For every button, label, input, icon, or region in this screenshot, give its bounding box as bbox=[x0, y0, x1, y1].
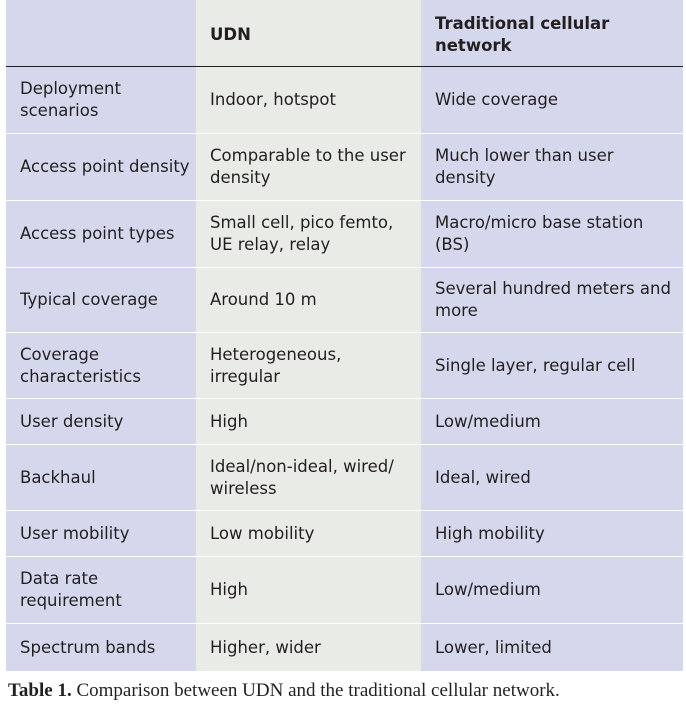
caption-text: Comparison between UDN and the traditional cellular network. bbox=[76, 680, 560, 701]
row-label: Spectrum bands bbox=[6, 624, 196, 671]
table-row bbox=[6, 134, 683, 201]
table-row bbox=[6, 201, 683, 268]
caption-label: Table 1. bbox=[8, 680, 72, 701]
udn-value: Low mobility bbox=[196, 511, 421, 556]
header-cell-udn: UDN bbox=[196, 0, 421, 66]
row-label: Typical coverage bbox=[6, 268, 196, 332]
table-caption bbox=[8, 680, 560, 702]
table-row bbox=[6, 268, 683, 333]
traditional-value: Lower, limited bbox=[421, 624, 683, 671]
traditional-value: Low/medium bbox=[421, 557, 683, 623]
table-row bbox=[6, 557, 683, 624]
header-cell-traditional: Traditional cellular network bbox=[421, 0, 683, 66]
udn-value: High bbox=[196, 557, 421, 623]
row-label: Access point types bbox=[6, 201, 196, 267]
traditional-value: High mobility bbox=[421, 511, 683, 556]
row-label: Deployment scenarios bbox=[6, 67, 196, 133]
table-row bbox=[6, 67, 683, 134]
traditional-value: Macro/micro base station (BS) bbox=[421, 201, 683, 267]
traditional-value: Wide coverage bbox=[421, 67, 683, 133]
udn-value: Indoor, hotspot bbox=[196, 67, 421, 133]
comparison-table bbox=[6, 0, 683, 671]
udn-value: Heterogeneous, irregular bbox=[196, 333, 421, 398]
row-label: Data rate requirement bbox=[6, 557, 196, 623]
header-cell-feature bbox=[6, 0, 196, 66]
row-label: User mobility bbox=[6, 511, 196, 556]
row-label: Coverage characteristics bbox=[6, 333, 196, 398]
table-row bbox=[6, 624, 683, 671]
udn-value: Around 10 m bbox=[196, 268, 421, 332]
traditional-value: Single layer, regular cell bbox=[421, 333, 683, 398]
traditional-value: Several hundred meters and more bbox=[421, 268, 683, 332]
udn-value: Small cell, pico femto, UE relay, relay bbox=[196, 201, 421, 267]
row-label: Access point density bbox=[6, 134, 196, 200]
traditional-value: Much lower than user density bbox=[421, 134, 683, 200]
udn-value: High bbox=[196, 399, 421, 444]
table-row bbox=[6, 445, 683, 511]
udn-value: Higher, wider bbox=[196, 624, 421, 671]
table-row bbox=[6, 333, 683, 399]
table-row bbox=[6, 399, 683, 445]
udn-value: Comparable to the user density bbox=[196, 134, 421, 200]
traditional-value: Low/medium bbox=[421, 399, 683, 444]
udn-value: Ideal/non-ideal, wired/ wireless bbox=[196, 445, 421, 510]
traditional-value: Ideal, wired bbox=[421, 445, 683, 510]
table-row bbox=[6, 511, 683, 557]
table-header-row bbox=[6, 0, 683, 67]
row-label: Backhaul bbox=[6, 445, 196, 510]
row-label: User density bbox=[6, 399, 196, 444]
